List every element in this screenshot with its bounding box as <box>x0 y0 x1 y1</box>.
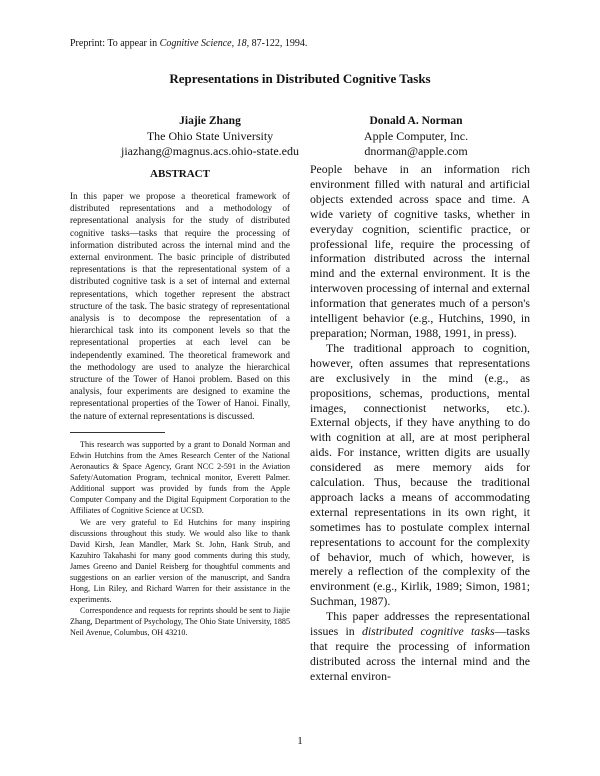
preprint-suffix: 87-122, 1994. <box>249 38 308 49</box>
author-block-2 <box>296 114 536 159</box>
preprint-notice <box>70 38 307 49</box>
body-paragraph-3-start: This paper addresses the representational issues in <box>310 609 530 639</box>
author-name: Donald A. Norman <box>369 115 463 127</box>
preprint-prefix: Preprint: To appear in <box>70 38 160 49</box>
footnote-funding: This research was supported by a grant to Donald Norman and Edwin Hutchins from the Ames Research Center of the National Aeronautics & Space Agency, Grant NCC 2-591 in the Aviation Safety/Automation Program, technical monitor, Everett Palmer. Additional support was provided by funds from the Apple Computer Company and the Digital Equipment Corporation to the Affiliates of Cognitive Science at UCSD. <box>70 439 290 516</box>
body-paragraph-3-end: —tasks that require the processing of information distributed across the internal mind and the external environ- <box>310 624 530 683</box>
footnote-acknowledgments: We are very grateful to Ed Hutchins for many inspiring discussions throughout this study. We would also like to thank David Kirsh, Jean Mandler, Mark St. John, Hank Strub, and Kazuhiro Takahashi for many good comments during this study, James Greeno and Daniel Reisberg for thoughtful comments and suggestions on an earlier version of the manuscript, and Sandra Hong, Lin Riley, and Richard Warren for their assistance in the experiments. <box>70 517 290 605</box>
footnote-divider <box>70 432 165 433</box>
abstract-text: In this paper we propose a theoretical framework of distributed representations and a methodology of representational analysis for the study of distributed cognitive tasks—tasks that require the processing of information distributed across the internal mind and the external environment. The basic principle of distributed representations is that the representational system of a distributed cognitive task is a set of internal and external representations, which together represent the abstract structure of the task. The basic strategy of representational analysis is to decompose the representation of a hierarchical task into its component levels so that the representational properties at each level can be independently examined. The theoretical framework and the methodology are used to analyze the hierarchical structure of the Tower of Hanoi problem. Based on this analysis, four experiments are designed to examine the representational properties of the Tower of Hanoi. Finally, the nature of external representations is discussed. <box>70 191 290 421</box>
left-column <box>70 168 290 639</box>
body-paragraph-2: The traditional approach to cognition, however, often assumes that representations are exclusively in the mind (e.g., as propositions, schemas, productions, mental images, connectionist networks, etc.). External objects, if they have anything to do with cognition at all, are at most peripheral aids. For instance, written digits are usually considered as mere memory aids for calculation. Thus, because the traditional approach lacks a means of accommodating external representations in its own right, it sometimes has to postulate complex internal representations to account for the complexity of behavior, much of which, however, is merely a reflection of the complexity of the environment (e.g., Kirlik, 1989; Simon, 1981; Suchman, 1987). <box>310 340 530 609</box>
author-affiliation: The Ohio State University <box>146 129 274 143</box>
right-column <box>310 162 530 684</box>
author-email: dnorman@apple.com <box>364 144 468 158</box>
body-paragraph-1: People behave in an information rich environment filled with natural and artificial objects extended across space and time. A wide variety of cognitive tasks, whether in everyday cognition, scientific practice, or professional life, require the processing of information distributed across the internal mind and the external environment. It is the interwoven processing of internal and external information that generates much of a person's intelligent behavior (e.g., Hutchins, 1990, in preparation; Norman, 1988, 1991, in press). <box>310 162 530 340</box>
paper-title: Representations in Distributed Cognitive Tasks <box>169 71 431 86</box>
body-paragraph-3 <box>310 609 530 684</box>
page-number: 1 <box>297 735 303 747</box>
author-affiliation: Apple Computer, Inc. <box>363 129 469 143</box>
abstract-heading: ABSTRACT <box>150 168 210 180</box>
author-name: Jiajie Zhang <box>179 115 241 127</box>
preprint-journal: Cognitive Science, 18, <box>159 38 250 49</box>
author-email: jiazhang@magnus.acs.ohio-state.edu <box>121 144 299 158</box>
footnote-correspondence: Correspondence and requests for reprints should be sent to Jiajie Zhang, Department of Psychology, The Ohio State University, 1885 Neil Avenue, Columbus, OH 43210. <box>70 606 290 638</box>
author-block-1 <box>90 114 330 159</box>
body-paragraph-3-emphasis: distributed cognitive tasks <box>362 624 495 639</box>
